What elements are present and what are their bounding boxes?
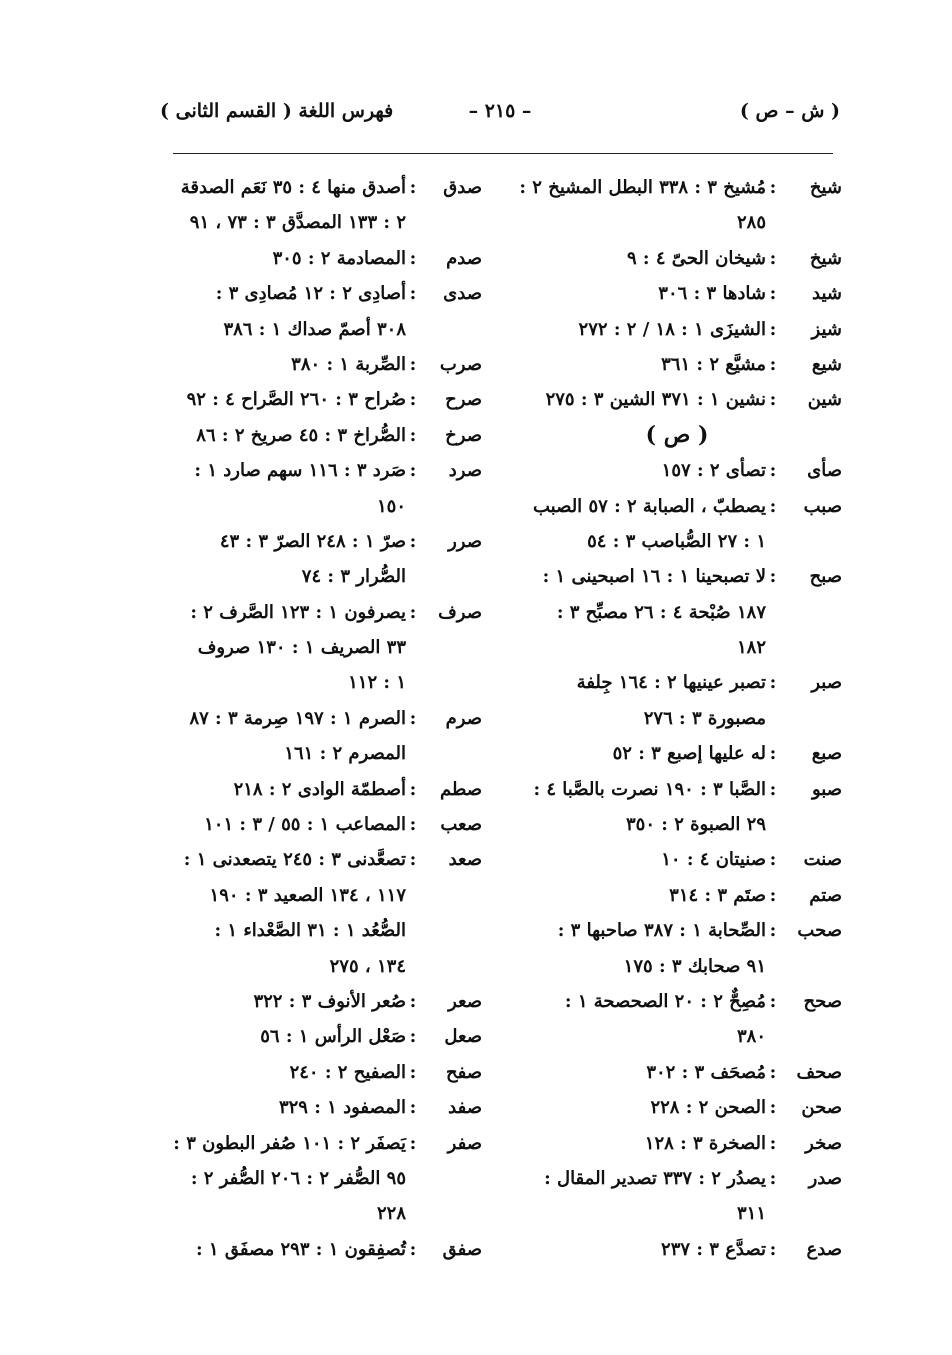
index-entry bbox=[512, 276, 842, 311]
index-entry bbox=[512, 312, 842, 347]
entry-separator: : bbox=[769, 177, 777, 198]
index-entry bbox=[512, 382, 842, 417]
entry-root: صتم bbox=[809, 884, 842, 906]
entry-separator: : bbox=[409, 247, 417, 269]
entry-separator: : bbox=[769, 318, 777, 340]
entry-continuation: ١ : ١١٢ bbox=[348, 672, 406, 694]
entry-text: صرّ ١ : ٢٤٨ الصرّ ٣ : ٤٣ bbox=[219, 530, 406, 552]
entry-text: له عليها إصبع ٣ : ٥٢ bbox=[612, 743, 766, 765]
entry-continuation: ٣٠٨ أصمّ صداك ١ : ٣٨٦ bbox=[223, 318, 406, 340]
index-entry bbox=[512, 1126, 842, 1161]
right-column bbox=[512, 170, 842, 1267]
entry-root: صحح bbox=[803, 990, 842, 1012]
entry-root: صرر bbox=[448, 530, 482, 552]
entry-separator: : bbox=[769, 1097, 777, 1119]
index-entry bbox=[512, 347, 842, 382]
left-column bbox=[173, 170, 482, 1267]
index-entry bbox=[182, 524, 482, 559]
entry-separator: : bbox=[769, 495, 777, 517]
entry-text: صُراح ٣ : ٢٦٠ الصَّراح ٤ : ٩٢ bbox=[186, 389, 406, 411]
entry-text: يصدُر ٢ : ٣٣٧ تصدير المقال : bbox=[544, 1167, 766, 1189]
index-entry bbox=[182, 1232, 482, 1267]
index-entry bbox=[512, 1090, 842, 1125]
index-entry bbox=[182, 807, 482, 842]
entry-continuation: ١٨٢ bbox=[736, 637, 766, 659]
entry-continuation: ٢٩ الصبوة ٢ : ٣٥٠ bbox=[625, 814, 766, 836]
index-entry bbox=[182, 1019, 482, 1054]
entry-continuation: ٢٨٥ bbox=[736, 212, 766, 234]
entry-root: صأى bbox=[807, 460, 842, 482]
entry-separator: : bbox=[409, 177, 417, 198]
index-entry bbox=[182, 347, 482, 382]
entry-root: شيد bbox=[812, 283, 842, 305]
entry-text: لا تصبحينا ١ : ١٦ اصبحينى ١ : bbox=[542, 566, 766, 588]
entry-root: صعر bbox=[448, 990, 482, 1012]
entry-continuation: مصبورة ٣ : ٢٧٦ bbox=[643, 707, 766, 729]
entry-root: صفد bbox=[448, 1097, 482, 1119]
entry-separator: : bbox=[769, 1132, 777, 1154]
entry-continuation: المصرم ٢ : ١٦١ bbox=[284, 743, 406, 765]
entry-separator: : bbox=[769, 1061, 777, 1083]
index-entry bbox=[182, 170, 482, 205]
entry-separator: : bbox=[769, 460, 777, 482]
entry-root: صفق bbox=[442, 1238, 482, 1260]
entry-continuation: ١٨٧ صُبْحة ٤ : ٢٦ مصبِّح ٣ : bbox=[556, 601, 766, 623]
entry-root: صرخ bbox=[445, 424, 482, 446]
index-entry bbox=[512, 489, 842, 524]
entry-continuation: ٣١١ bbox=[736, 1203, 766, 1225]
entry-text: يصرفون ١ : ١٢٣ الصَّرف ٢ : bbox=[190, 601, 406, 623]
entry-root: صحب bbox=[797, 920, 842, 942]
entry-text: يصطبّ ، الصبابة ٢ : ٥٧ الصبب bbox=[532, 495, 766, 517]
entry-text: نشين ١ : ٣٧١ الشين ٣ : ٢٧٥ bbox=[545, 389, 766, 411]
page-number: – ٢١٥ – bbox=[468, 100, 532, 122]
index-entry bbox=[182, 595, 482, 630]
entry-separator: : bbox=[769, 283, 777, 305]
entry-separator: : bbox=[409, 424, 417, 446]
entry-text: تصدَّع ٣ : ٢٣٧ bbox=[661, 1238, 766, 1260]
entry-separator: : bbox=[409, 707, 417, 729]
entry-text: تُصفِقون ١ : ٢٩٣ مصفَق ١ : bbox=[196, 1238, 406, 1260]
entry-text: الصُّراخ ٣ : ٤٥ صريخ ٢ : ٨٦ bbox=[196, 424, 406, 446]
index-entry bbox=[512, 772, 842, 807]
entry-text: مُصِحٌّ ٢ : ٢٠ الصحصحة ١ : bbox=[564, 990, 766, 1012]
index-entry bbox=[512, 559, 842, 594]
entry-root: شيخ bbox=[809, 177, 842, 198]
entry-root: صرف bbox=[438, 601, 482, 623]
entry-text: مُشيخ ٣ : ٣٣٨ البطل المشيخ ٢ : bbox=[519, 177, 766, 198]
entry-separator: : bbox=[409, 849, 417, 871]
entry-separator: : bbox=[769, 1167, 777, 1189]
index-entry bbox=[182, 276, 482, 311]
entry-text: صنيتان ٤ : ١٠ bbox=[661, 849, 766, 871]
entry-text: تصبر عينيها ٢ : ١٦٤ جِلفة bbox=[576, 672, 766, 694]
entry-text: أصطمّة الوادى ٢ : ٢١٨ bbox=[233, 778, 406, 800]
entry-text: الشيزَى ١ : ١٨ / ٢ : ٢٧٢ bbox=[578, 318, 766, 340]
entry-continuation: ١٥٠ bbox=[376, 495, 406, 517]
entry-continuation: ٢ : ١٣٣ المصدَّق ٣ : ٧٣ ، ٩١ bbox=[189, 212, 406, 234]
entry-root: صفح bbox=[445, 1061, 482, 1083]
entry-separator: : bbox=[769, 389, 777, 411]
entry-text: شيخان الحىّ ٤ : ٩ bbox=[626, 247, 766, 269]
entry-separator: : bbox=[769, 743, 777, 765]
entry-text: الصخرة ٣ : ١٢٨ bbox=[644, 1132, 766, 1154]
entry-text: تصعَّدنى ٣ : ٢٤٥ يتصعدنى ١ : bbox=[183, 849, 406, 871]
entry-continuation: ٣٣ الصريف ١ : ١٣٠ صروف bbox=[197, 637, 406, 659]
index-entry bbox=[512, 878, 842, 913]
entry-text: تصأى ٢ : ١٥٧ bbox=[661, 460, 766, 482]
entry-root: شيز bbox=[811, 318, 842, 340]
entry-continuation: ١ : ٢٧ الصُّباصب ٣ : ٥٤ bbox=[587, 530, 766, 552]
entry-root: صبر bbox=[811, 672, 842, 694]
entry-root: صرب bbox=[439, 353, 482, 375]
index-entry bbox=[512, 241, 842, 276]
entry-separator: : bbox=[409, 283, 417, 305]
entry-text: الصِّحابة ١ : ٣٨٧ صاحبها ٣ : bbox=[557, 920, 766, 942]
entry-continuation: ٣٨٠ bbox=[736, 1026, 766, 1048]
index-entry bbox=[512, 453, 842, 488]
entry-text: صَعْل الرأس ١ : ٥٦ bbox=[260, 1026, 406, 1048]
index-entry bbox=[512, 736, 842, 771]
entry-separator: : bbox=[769, 849, 777, 871]
entry-root: صدم bbox=[446, 247, 482, 269]
entry-separator: : bbox=[409, 1026, 417, 1048]
index-entry bbox=[182, 418, 482, 453]
entry-root: صرح bbox=[445, 389, 482, 411]
entry-root: صعل bbox=[444, 1026, 482, 1048]
index-entry bbox=[512, 984, 842, 1019]
entry-separator: : bbox=[409, 1238, 417, 1260]
entry-text: صَرد ٣ : ١١٦ سهم صارد ١ : bbox=[194, 460, 406, 482]
entry-separator: : bbox=[769, 566, 777, 588]
entry-text: مشيَّع ٢ : ٣٦١ bbox=[661, 353, 766, 375]
entry-root: شيخ bbox=[809, 247, 842, 269]
entry-text: يَصفَر ٢ : ١٠١ صُفر البطون ٣ : bbox=[173, 1132, 406, 1154]
index-entry bbox=[512, 842, 842, 877]
entry-continuation: الصُّعُد ١ : ٣١ الصَّعْداء ١ : bbox=[214, 920, 406, 942]
entry-separator: : bbox=[409, 389, 417, 411]
entry-continuation: ١١٧ ، ١٣٤ الصعيد ٣ : ١٩٠ bbox=[209, 884, 406, 906]
entry-root: صحن bbox=[801, 1097, 842, 1119]
index-entry bbox=[512, 1232, 842, 1267]
index-entry bbox=[512, 170, 842, 205]
entry-text: الصرم ١ : ١٩٧ صِرمة ٣ : ٨٧ bbox=[189, 707, 406, 729]
index-entry bbox=[182, 382, 482, 417]
entry-separator: : bbox=[409, 1061, 417, 1083]
entry-root: شين bbox=[807, 389, 842, 411]
entry-root: صخر bbox=[805, 1132, 842, 1154]
index-entry bbox=[512, 1161, 842, 1196]
index-entry bbox=[512, 665, 842, 700]
entry-continuation: ٢٢٨ bbox=[376, 1203, 406, 1225]
index-entry bbox=[182, 241, 482, 276]
entry-separator: : bbox=[769, 1238, 777, 1260]
page-header bbox=[160, 100, 840, 134]
entry-root: صبو bbox=[811, 778, 842, 800]
index-entry bbox=[182, 984, 482, 1019]
entry-separator: : bbox=[769, 247, 777, 269]
entry-text: أصادِى ٢ : ١٢ مُصادِى ٣ : bbox=[215, 283, 406, 305]
entry-root: صدع bbox=[806, 1238, 842, 1260]
entry-separator: : bbox=[769, 990, 777, 1012]
entry-separator: : bbox=[409, 353, 417, 375]
entry-separator: : bbox=[769, 884, 777, 906]
entry-root: صحف bbox=[796, 1061, 842, 1083]
entry-continuation: الصُّرار ٣ : ٧٤ bbox=[301, 566, 406, 588]
entry-separator: : bbox=[409, 1097, 417, 1119]
entry-text: مُصحَف ٣ : ٣٠٢ bbox=[646, 1061, 766, 1083]
entry-continuation: ٩٥ الصُّفر ٢ : ٢٠٦ الصُّفر ٢ : bbox=[190, 1167, 406, 1189]
entry-root: صدى bbox=[443, 283, 482, 305]
entry-separator: : bbox=[409, 530, 417, 552]
entry-root: صرم bbox=[445, 707, 482, 729]
entry-separator: : bbox=[409, 460, 417, 482]
index-entry bbox=[173, 1126, 482, 1161]
header-divider bbox=[173, 153, 833, 154]
entry-text: شادها ٣ : ٣٠٦ bbox=[658, 283, 766, 305]
index-entry bbox=[512, 1055, 842, 1090]
index-entry bbox=[182, 453, 482, 488]
entry-separator: : bbox=[769, 353, 777, 375]
entry-text: المصاعب ١ : ٥٥ / ٣ : ١٠١ bbox=[204, 814, 406, 836]
entry-continuation: ١٣٤ ، ٢٧٥ bbox=[329, 955, 406, 977]
index-entry bbox=[182, 772, 482, 807]
entry-separator: : bbox=[769, 920, 777, 942]
entry-root: صبب bbox=[803, 495, 842, 517]
entry-separator: : bbox=[409, 990, 417, 1012]
header-section-letters: ( ش – ص ) bbox=[739, 100, 840, 122]
entry-root: صبع bbox=[811, 743, 842, 765]
entry-root: صدر bbox=[808, 1167, 842, 1189]
entry-root: صعد bbox=[448, 849, 482, 871]
entry-continuation: ٩١ صحابك ٣ : ١٧٥ bbox=[623, 955, 766, 977]
entry-text: الصَّبا ٣ : ١٩٠ نصرت بالصَّبا ٤ : bbox=[533, 778, 766, 800]
entry-text: المصادمة ٢ : ٣٠٥ bbox=[272, 247, 406, 269]
entry-separator: : bbox=[409, 1132, 417, 1154]
entry-separator: : bbox=[409, 601, 417, 623]
entry-root: صبح bbox=[809, 566, 842, 588]
index-entry bbox=[512, 913, 842, 948]
index-entry bbox=[182, 1090, 482, 1125]
index-entry bbox=[182, 701, 482, 736]
index-entry bbox=[182, 1055, 482, 1090]
entry-text: الصفيح ٢ : ٢٤٠ bbox=[289, 1061, 406, 1083]
entry-root: صفر bbox=[447, 1132, 482, 1154]
entry-text: الصحن ٢ : ٢٢٨ bbox=[650, 1097, 766, 1119]
entry-root: شيع bbox=[811, 353, 842, 375]
entry-root: صرد bbox=[448, 460, 482, 482]
section-heading: ( ص ) bbox=[645, 421, 709, 448]
entry-root: صطم bbox=[439, 778, 482, 800]
entry-root: صعب bbox=[440, 814, 482, 836]
entry-text: صتَم ٣ : ٣١٤ bbox=[669, 884, 766, 906]
entry-text: أصدق منها ٤ : ٣٥ نَعَم الصدقة bbox=[180, 177, 406, 198]
entry-separator: : bbox=[409, 814, 417, 836]
entry-text: صُعر الأنوف ٣ : ٣٢٢ bbox=[253, 990, 406, 1012]
header-index-title: فهرس اللغة ( القسم الثانى ) bbox=[160, 100, 394, 122]
entry-separator: : bbox=[409, 778, 417, 800]
entry-text: الصِّربة ١ : ٣٨٠ bbox=[291, 353, 406, 375]
entry-root: صنت bbox=[803, 849, 842, 871]
entry-root: صدق bbox=[443, 177, 482, 198]
entry-text: المصفود ١ : ٣٢٩ bbox=[278, 1097, 406, 1119]
entry-separator: : bbox=[769, 672, 777, 694]
index-entry bbox=[182, 842, 482, 877]
entry-separator: : bbox=[769, 778, 777, 800]
